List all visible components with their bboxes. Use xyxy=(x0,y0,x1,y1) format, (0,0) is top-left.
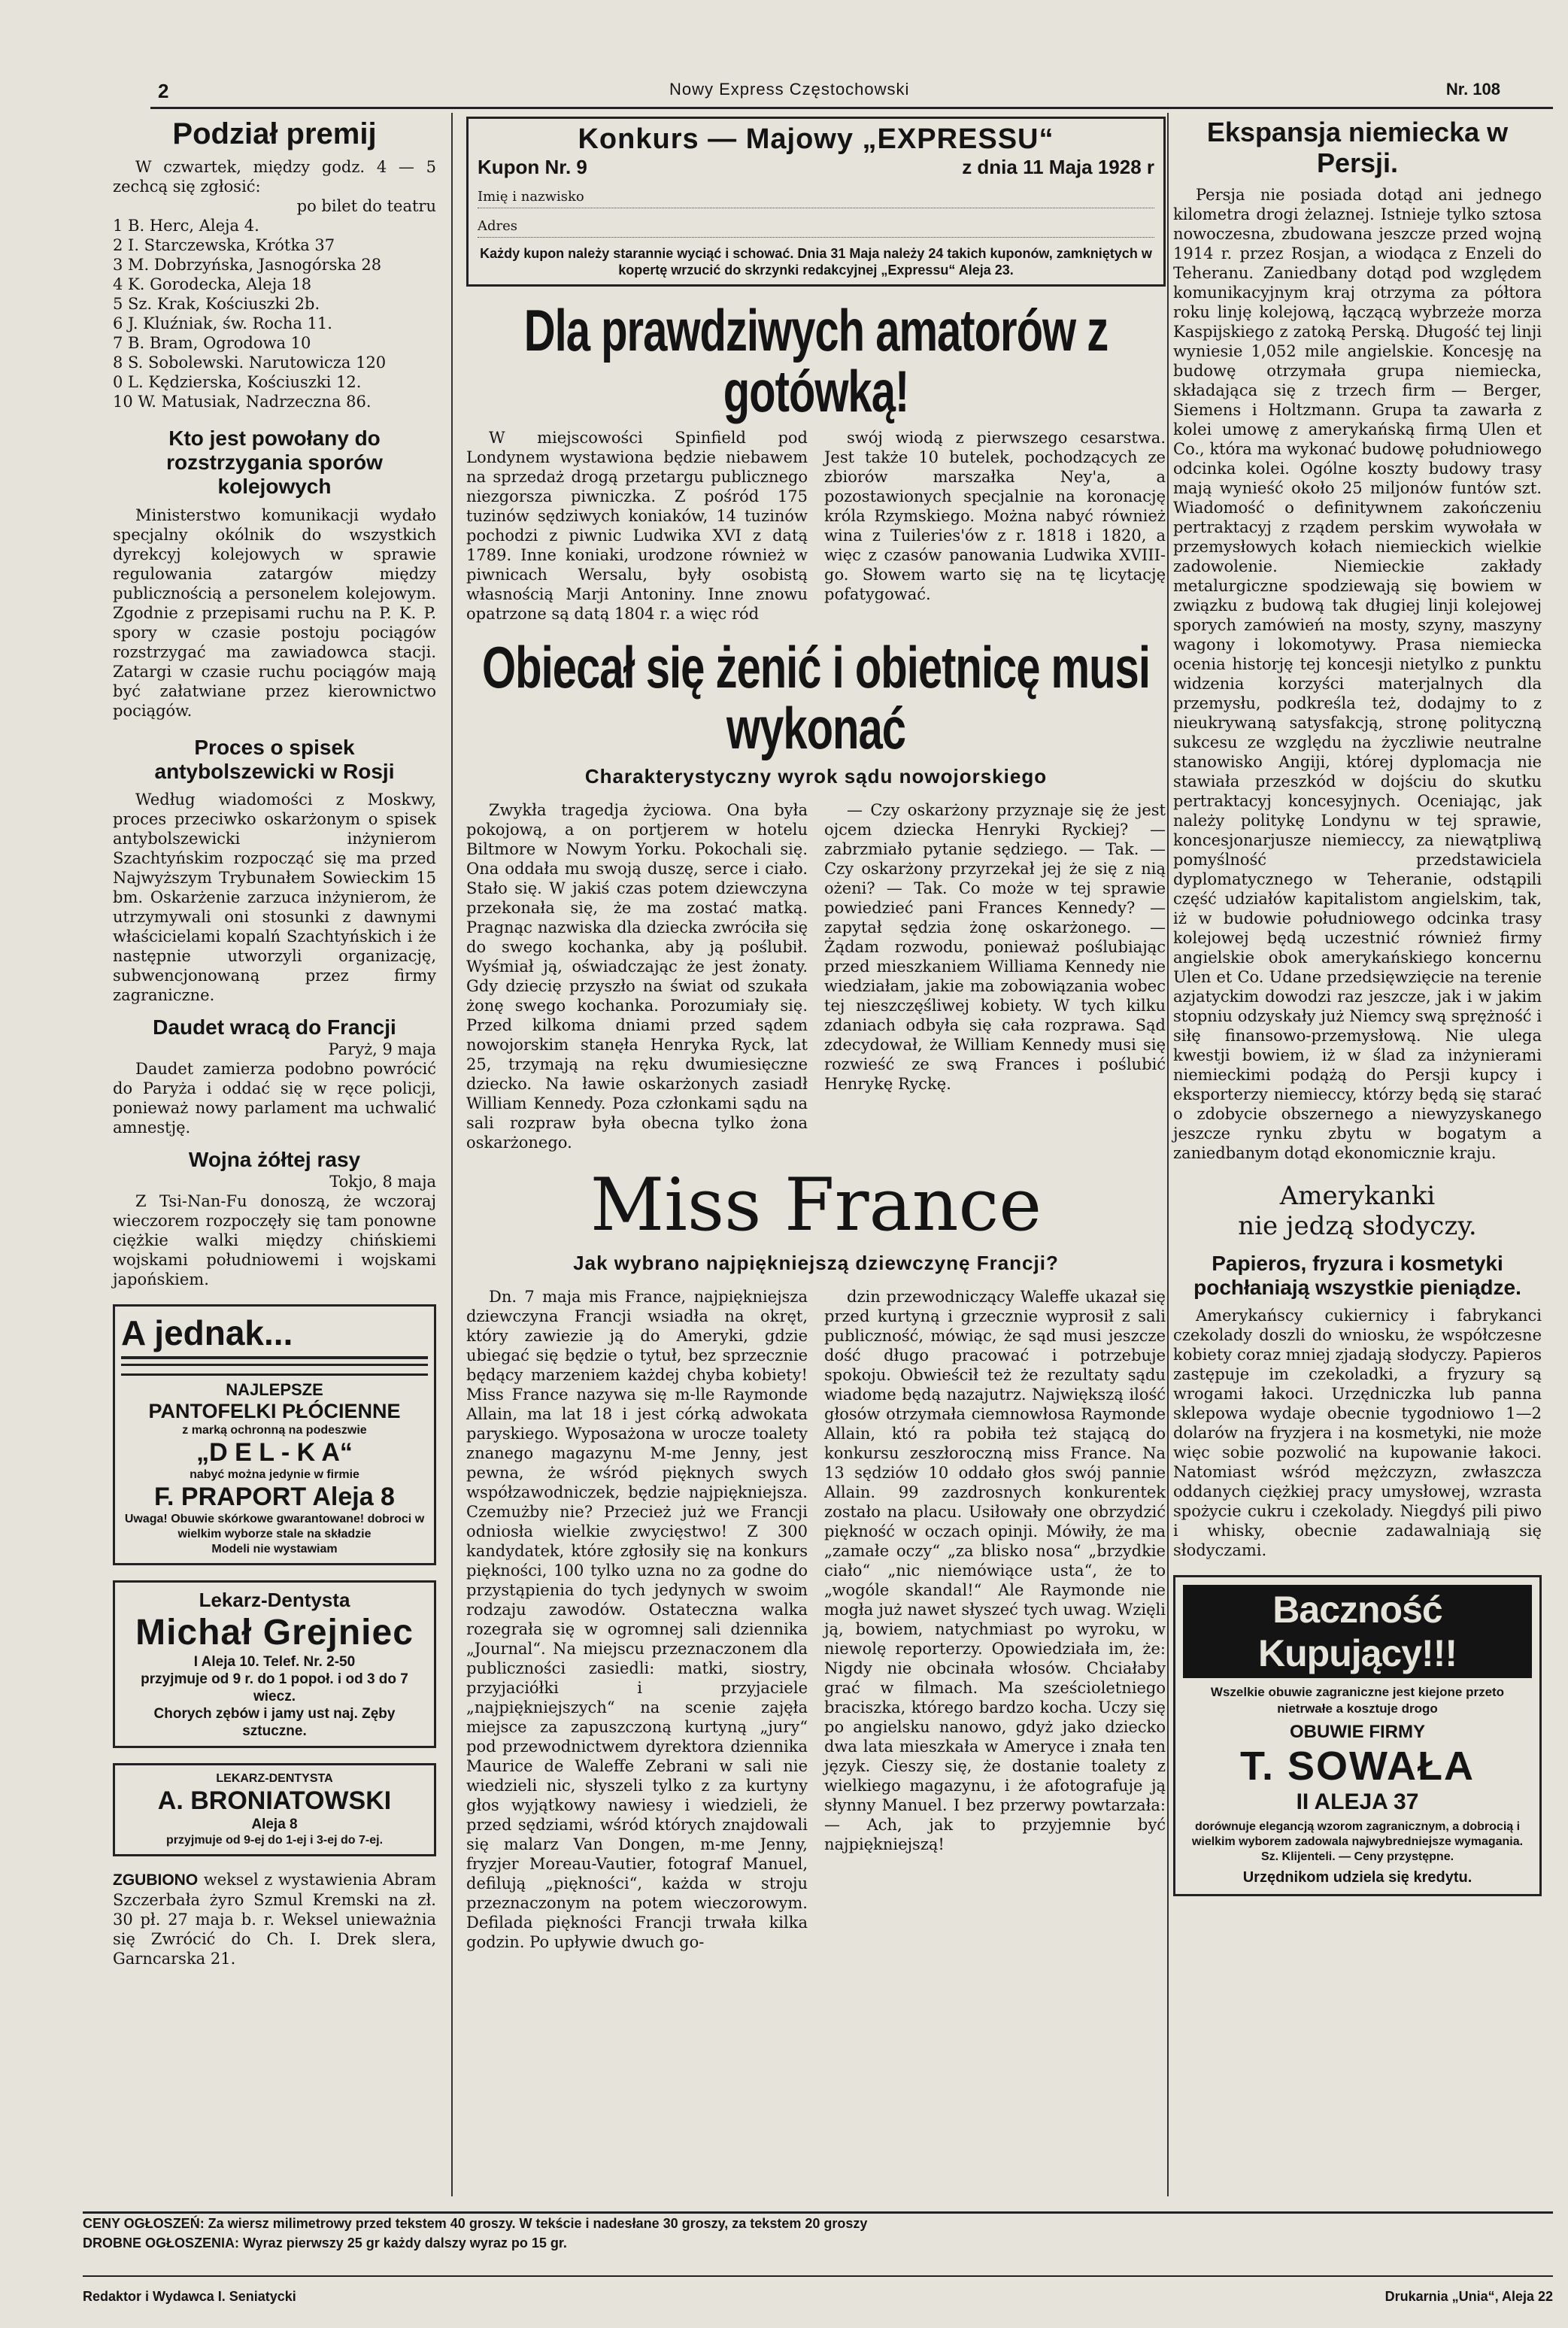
ad-line: dorównuje elegancją wzorom zagranicznym, a dobrocią i wielkim wyborem zadowala najwybredniejsze wymagania. Sz. Klijenteli. — Ceny przystępne. xyxy=(1191,1820,1524,1864)
spory-text: Ministerstwo komunikacji wydało specjalny okólnik do wszystkich dyrekcyj kolejowych w sprawie regulowania zatargów między publicznością a personelem kolejowym. Zgodnie z przepisami ruchu na P. K. P. spory w czasie postoju pociągów rozstrzygać ma zawiadowca stacji. Zatargi w czasie ruchu pociągów mają być załatwiane przez kierownictwo pociągów. xyxy=(113,505,436,720)
ad-line: LEKARZ-DENTYSTA xyxy=(216,1772,333,1786)
ad-line: przyjmuje od 9 r. do 1 popoł. i od 3 do 7 wiecz. xyxy=(141,1671,408,1705)
persja-title: Ekspansja niemiecka w Persji. xyxy=(1206,117,1509,179)
ad-line: Michał Grejniec xyxy=(135,1613,414,1653)
grejniec-ad xyxy=(113,1580,436,1748)
ad-line: „D E L - K A“ xyxy=(196,1438,353,1468)
lost-text: weksel z wystawienia Abram Szczerbała żyro Szmul Kremski na zł. 30 pł. 27 maja b. r. Weksel unieważnia się Zwrócić do Ch. I. Drek slera, Garncarska 21. xyxy=(113,1871,436,1968)
ad-line: Lekarz-Dentysta xyxy=(199,1589,350,1612)
slogan-line: nie jedzą słodyczy. xyxy=(1238,1210,1477,1241)
proces-title: Proces o spisek antybolszewicki w Rosji xyxy=(154,735,395,783)
spory-title: Kto jest powołany do rozstrzygania sporów kolejowych xyxy=(166,426,383,499)
obietnica-left: Zwykła tragedja życiowa. Ona była pokojową, a on portjerem w hotelu Biltmore w Nowym Yorku. Pokochali się. Ona oddała mu swoją duszę, serce i ciało. Stało się. W jakiś czas potem dziewczyna przekonała się, że ma zostać matką. Pragnąc nazwiska dla dziecka zwróciła się do swego kochanka, aby ją poślubił. Wyśmiał ją, oświadczając że jest żonaty. Gdy dziecię przyszło na świat od szukała żonę swego kochanka. Porozumiały się. Przed kilkoma dniami przed sądem nowojorskim stanęła Henryka Ryck, lat 25, trzymają na ręku dwumiesięczne dziecko. Na ławie oskarżonych zasiadł William Kennedy. Poza członkami sądu na sali rozpraw była obecna tylko żona oskarżonego. xyxy=(466,801,808,1152)
name-field: Imię i nazwisko xyxy=(478,187,1154,208)
obietnica-subtitle: Charakterystyczny wyrok sądu nowojorskiego xyxy=(584,765,1048,788)
ad-line: Wszelkie obuwie zagraniczne jest kiejone przeto nietrwałe a kosztuje drogo xyxy=(1210,1685,1505,1716)
ad-line: Urzędnikom udziela się kredytu. xyxy=(1242,1869,1472,1886)
ad-line: I Aleja 10. Telef. Nr. 2-50 xyxy=(193,1654,356,1671)
ad-line: Uwaga! Obuwie skórkowe gwarantowane! dobroci w wielkim wyborze stale na składzie xyxy=(124,1513,425,1541)
koniaki-left: W miejscowości Spinfield pod Londynem wystawiona będzie niebawem na sprzedaż drogą przetargu publicznego niezgorsza piwniczka. Z pośród 175 tuzinów sędziwych koniaków, 14 tuzinów pochodzi z piwnic Ludwika XVI z datą 1789. Inne koniaki, urodzone również w piwnicach Wersalu, były osobistą własnością Marji Antoniny. Inne znowu opatrzone są datą 1804 r. a więc ród xyxy=(466,429,808,623)
list-item: 2 I. Starczewska, Krótka 37 xyxy=(113,236,335,254)
newspaper-name: Nowy Express Częstochowski xyxy=(669,80,910,99)
premie-list xyxy=(113,216,436,411)
printer-line: Drukarnia „Unia“, Aleja 22 xyxy=(1385,2289,1553,2304)
broniatowski-ad xyxy=(113,1763,436,1856)
coupon-row xyxy=(478,156,1154,179)
ad-headline: Baczność Kupujący!!! xyxy=(1183,1585,1532,1678)
papieros-text: Amerykańscy cukiernicy i fabrykanci czekolady doszli do wniosku, że współczesne kobiety coraz mniej zjadają słodyczy. Papieros zastępuje im czekoladki, a fryzury są wrogami łakoci. Urzędniczka lub panna sklepowa wydaje obecnie tygodniowo 1—2 dolarów na fryzjera i na kosmetyki, nie może więc sobie pozwolić na kupowanie łakoci. Natomiast wśród mężczyzn, zwłaszcza oddanych ciężkiej pracy umysłowej, wzrasta spożycie cukru i czekolady. Niegdyś pili piwo i whisky, obecnie zadawalniają się słodyczami. xyxy=(1173,1307,1542,1560)
editor-line: Redaktor i Wydawca I. Seniatycki xyxy=(83,2289,296,2304)
wojna-text: Z Tsi-Nan-Fu donoszą, że wczoraj wieczorem rozpoczęły się tam ponowne ciężkie walki między chińskiemi wojskami południowemi i wojskami japońskiem. xyxy=(113,1192,436,1289)
proces-text: Według wiadomości z Moskwy, proces przeciwko oskarżonym o spisek antybolszewicki inżynierom Szachtyńskim rozpocząć się ma przed Najwyższym Trybunałem Sowieckim 15 bm. Oskarżenie zarzuca inżynierom, że utrzymywali oni stosunki z dawnymi właścicielami kopalń Szachtyńskich i że następnie utworzyli organizację, subwencjonowaną przez firmy zagraniczne. xyxy=(113,790,436,1004)
daudet-dateline: Paryż, 9 maja xyxy=(328,1040,436,1059)
wojna-title: Wojna żółtej rasy xyxy=(188,1148,361,1172)
ad-line: II ALEJA 37 xyxy=(1296,1789,1419,1815)
ad-rule xyxy=(121,1364,428,1376)
page-header xyxy=(150,75,1553,109)
center-column xyxy=(466,117,1166,1952)
contest-coupon xyxy=(466,117,1166,287)
ad-line: przyjmuje od 9-ej do 1-ej i 3-ej do 7-ej. xyxy=(165,1834,384,1847)
lost-lead: ZGUBIONO xyxy=(113,1871,199,1889)
ad-line: NAJLEPSZE xyxy=(226,1380,323,1400)
column-rule xyxy=(451,113,453,2196)
coupon-number: Kupon Nr. 9 xyxy=(478,156,587,178)
right-column xyxy=(1173,117,1542,1896)
issue-number: Nr. 108 xyxy=(1445,80,1500,99)
ad-line: A. BRONIATOWSKI xyxy=(157,1786,392,1816)
ad-line: Chorych zębów i jamy ust naj. Zęby sztuczne. xyxy=(153,1706,396,1740)
obietnica-right: — Czy oskarżony przyznaje się że jest ojcem dziecka Henryki Ryckiej? — zabrzmiało pytanie sędziego. — Tak. — Czy oskarżony przyrzekał jej że się z nią ożeni? — Tak. Co może w tej sprawie powiedzieć pani Frances Kennedy? — zapytał sędzia żonę oskarżonego. — Żądam rozwodu, ponieważ poślubiając przed mieszkaniem Williama Kennedy nie wiedziałam, jakie ma zobowiązania wobec tej nieszczęśliwej kobiety. W tych kilku zdaniach odbyła się cała rozprawa. Sąd zdecydował, że William Kennedy musi się rozwieść ze swą Frances i poślubić Henrykę Ryckę. xyxy=(824,801,1166,1093)
list-item: 5 Sz. Krak, Kościuszki 2b. xyxy=(113,295,320,313)
slogan xyxy=(1173,1181,1542,1241)
ad-line: PANTOFELKI PŁÓCIENNE xyxy=(148,1400,401,1423)
praport-ad xyxy=(113,1304,436,1565)
miss-subtitle: Jak wybrano najpiękniejszą dziewczynę Francji? xyxy=(573,1252,1059,1274)
list-item: 10 W. Matusiak, Nadrzeczna 86. xyxy=(113,393,372,411)
ad-line: T. SOWAŁA xyxy=(1240,1744,1475,1789)
ad-rates-footer xyxy=(83,2211,1553,2253)
koniaki-title: Dla prawdziwych amatorów z gotówką! xyxy=(523,297,1109,425)
list-item: 7 B. Bram, Ogrodowa 10 xyxy=(113,334,311,352)
koniaki-right: swój wiodą z pierwszego cesarstwa. Jest także 10 butelek, pochodzących ze zbiorów marszałka Ney'a, a pozostawionych specjalnie na koronację króla Rzymskiego. Można nabyć również wina z Tuileries'ów z r. 1818 i 1820, a więc z czasów panowania Ludwika XVIII-go. Słowem warto się na tę licytację pofatygować. xyxy=(824,429,1166,603)
coupon-date: z dnia 11 Maja 1928 r xyxy=(962,156,1154,178)
lost-notice xyxy=(113,1870,436,1968)
papieros-title: Papieros, fryzura i kosmetyki pochłaniają wszystkie pieniądze. xyxy=(1193,1251,1521,1299)
miss-left: Dn. 7 maja mis France, najpiękniejsza dziewczyna Francji wsiadła na okręt, który zawiezie ją do Ameryki, gdzie ubiegać się będzie o tytuł, bez sprzecznie będący marzeniem każdej chyba kobiety! Miss France nazywa się m-lle Raymonde Allain, ma lat 18 i jest córką adwokata paryskiego. Wyposażona w urocze toalety znanego magazynu M-me Jenny, jest pewna, że wśród pięknych swych współzawodniczek, będzie najpiękniejsza. Czemużby nie? Przecież już we Francji odniosła wielkie zwycięstwo! Z 300 kandydatek, które zgłosiły się na konkurs piękności, 100 tylko uzna no za godne do przystąpienia do tych jedynych w swoim rodzaju zawodów. Ostateczna walka rozegrała się w ogromnej sali dziennika „Journal“. Na miejscu przeznaczonem dla publiczności zasiedli: matki, siostry, przyjaciółki i przyjaciele „najpiękniejszych“ na scenie zajęła miejsce za zapuszczoną kurtyną „jury“ pod przewodnictwem dyrektora dziennika Maurice de Waleffe Zebrani w sali nie wiedzieli nic, słyszeli tylko z za kurtyny głos wyjątkowy nawiesy i wiedzieli, że przed sędziami, wśród których znajdowali się malarz Van Dongen, m-me Jenny, fryzjer Moreau-Vautier, fotograf Manuel, defilują „piękności“, każda w stroju przeznaczonym na potem wieczorowym. Defilada piękności Francji trwała kilka godzin. Po upływie dwuch go- xyxy=(466,1288,808,1951)
daudet-text: Daudet zamierza podobno powrócić do Paryża i oddać się w ręce policji, ponieważ nowy parlament ma uchwalić amnestję. xyxy=(113,1060,436,1137)
ad-line: OBUWIE FIRMY xyxy=(1290,1722,1425,1743)
page-number: 2 xyxy=(158,80,169,102)
ad-line: Modeli nie wystawiam xyxy=(211,1543,338,1556)
persja-text: Persja nie posiada dotąd ani jednego kilometra drogi żelaznej. Istnieje tylko sztosa nowoczesna, zbudowana jeszcze przed wojną 1914 r. przez Rosjan, a wiodąca z Enzeli do Teheranu. Zaniedbany dotąd pod względem komunikacyjnym kraj otrzyma za półtora roku linję kolejową, łączącą wybrzeże morza Kaspijskiego z zatoką Perską. Długość tej linji wyniesie 1,052 mile angielskie. Koncesję na budowę otrzymała grupa niemiecka, składająca się z trzech firm — Berger, Siemens i Holtzmann. Grupa ta zawarła z kolei umowę z amerykańską firmą Ulen et Co., która ma wykonać budowę południowego odcinka kolei. Ogólne koszty budowy trasy mają wynieść około 25 miljonów funtów szt. Wiadomość o definitywnem zakończeniu pertraktacyj z rządem perskim wywołała w przemysłowych kołach niemieckich wielkie zadowolenie. Niemieckie zakłady metalurgiczne spodziewają się bowiem w związku z budową tak długiej linji kolejowej sporych zamówień na mosty, szyny, maszyny wagony i lokomotywy. Prasa niemiecka ocenia historję tej koncesji nietylko z punktu widzenia korzyści materjalnych dla przemysłu, podkreśla też, dodajmy to z nieukrywaną satysfakcją, stronę polityczną sukcesu ze względu na życzliwie neutralne stanowisko Angiji, której dyplomacja nie stawiała przeszkód w dojściu do skutku pertraktacyj koncesyjnych. Oceniając, jak należy politykę Londynu w tej sprawie, koncesjonarjusze niemieccy, za niewątpliwą pomyślność przedstawiciela dyplomatycznego w Teheranie, odstąpili część udziałów kapitalistom angielskim, tak, iż w budowie południowego odcinka trasy kolejowej będą uczestnić również firmy angielskie obok amerykańskiego koncernu Ulen et Co. Udane przedsięwzięcie na terenie azjatyckim dowodzi raz jeszcze, jak i w jakim stopniu odzyskały już Niemcy swą sprężność i siłę finansowo-przemysłową. Nie ulega kwestji bowiem, iż w ślad za inżynierami niemieckimi podążą do Persji kupcy i eksporterzy niemieccy, którzy będą się starać o zdobycie obszernego a niewyzyskanego jeszcze rynku zbytu w bogatym a zaniedbanym dotąd ekonomicznie kraju. xyxy=(1173,185,1542,1162)
ad-line: F. PRAPORT Aleja 8 xyxy=(154,1483,395,1512)
list-item: 8 S. Sobolewski. Narutowicza 120 xyxy=(113,354,387,372)
column-rule xyxy=(1167,113,1169,2196)
ad-line: nabyć można jedynie w firmie xyxy=(190,1468,359,1482)
ad-line: z marką ochronną na podeszwie xyxy=(182,1424,367,1437)
obietnica-body xyxy=(466,800,1166,1152)
list-item: 3 M. Dobrzyńska, Jasnogórska 28 xyxy=(113,256,382,274)
coupon-note: Każdy kupon należy starannie wyciąć i schować. Dnia 31 Maja należy 24 takich kuponów, zamkniętych w kopertę wrzucić do skrzynki redakcyjnej „Expressu“ Aleja 23. xyxy=(480,246,1152,278)
wojna-dateline: Tokjo, 8 maja xyxy=(329,1173,436,1191)
miss-right: dzin przewodniczący Waleffe ukazał się przed kurtyną i grzecznie wyprosił z sali publiczność, mówiąc, że sąd musi jeszcze dość długo pracować i potrzebuje spokoju. Obwieścił też że rezultaty sądu wiadome będą nazajutrz. Największą ilość głosów otrzymała ciemnowłosa Raymonde Allain, któ ra pobiła też stającą do konkursu zeszłoroczną miss France. Na 13 sędziów 10 oddało głos swój pannie Allain. 99 zazdrosnych konkurentek zostało na placu. Usiłowały one obrzydzić piękność w oczach opinji. Mówiły, że ma „zamałe oczy“ „za blisko nosa“ „brzydkie ciało“ „nic niemówiące usta“, że to „wogóle skandal!“ Ale Raymonde nie mogła już nawet słyszeć tych uwag. Wzięli ją, bowiem, natychmiast po wyroku, w niewolę reporterzy. Opowiedziała im, że: Nigdy nie obcinała włosów. Chciałaby grać w filmach. Ma sześcioletniego braciszka, którego bardzo kocha. Uczy się po angielsku nanowo, gdyż jako dziecko dwa lata mieszkała w Ameryce i znała ten język. Cieszy się, że dostanie toalety z wielkiego magazynu, i że afotografuje ją słynny Manuel. I bez przerwy powtarzała: — Ach, jak to przyjemnie być najpiękniejszą! xyxy=(824,1288,1166,1853)
miss-title: Miss France xyxy=(590,1163,1042,1247)
slogan-line: Amerykanki xyxy=(1279,1180,1436,1211)
premie-intro: W czwartek, między godz. 4 — 5 zechcą się zgłosić: xyxy=(113,158,436,196)
ad-headline: A jednak... xyxy=(121,1313,428,1359)
list-item: 4 K. Gorodecka, Aleja 18 xyxy=(113,275,312,293)
premie-intro2: po bilet do teatru xyxy=(296,197,436,215)
left-column xyxy=(113,117,436,1968)
koniaki-body xyxy=(466,428,1166,624)
list-item: 0 L. Kędzierska, Kościuszki 12. xyxy=(113,373,362,391)
miss-body xyxy=(466,1287,1166,1952)
rates-line: CENY OGŁOSZEŃ: Za wiersz milimetrowy przed tekstem 40 groszy. W tekście i nadesłane 30 groszy, za tekstem 20 groszy xyxy=(83,2216,868,2231)
sowala-ad xyxy=(1173,1575,1542,1896)
rates-line: DROBNE OGŁOSZENIA: Wyraz pierwszy 25 gr każdy dalszy wyraz po 15 gr. xyxy=(83,2235,567,2251)
obietnica-title: Obiecał się żenić i obietnicę musi wykonać xyxy=(482,634,1150,762)
imprint-footer xyxy=(83,2275,1553,2305)
ad-line: Aleja 8 xyxy=(251,1817,298,1833)
list-item: 6 J. Kluźniak, św. Rocha 11. xyxy=(113,314,332,332)
coupon-title: Konkurs — Majowy „EXPRESSU“ xyxy=(578,123,1054,155)
list-item: 1 B. Herc, Aleja 4. xyxy=(113,217,259,235)
premie-title: Podział premij xyxy=(172,117,377,150)
address-field: Adres xyxy=(478,216,1154,238)
daudet-title: Daudet wracą do Francji xyxy=(153,1015,396,1039)
